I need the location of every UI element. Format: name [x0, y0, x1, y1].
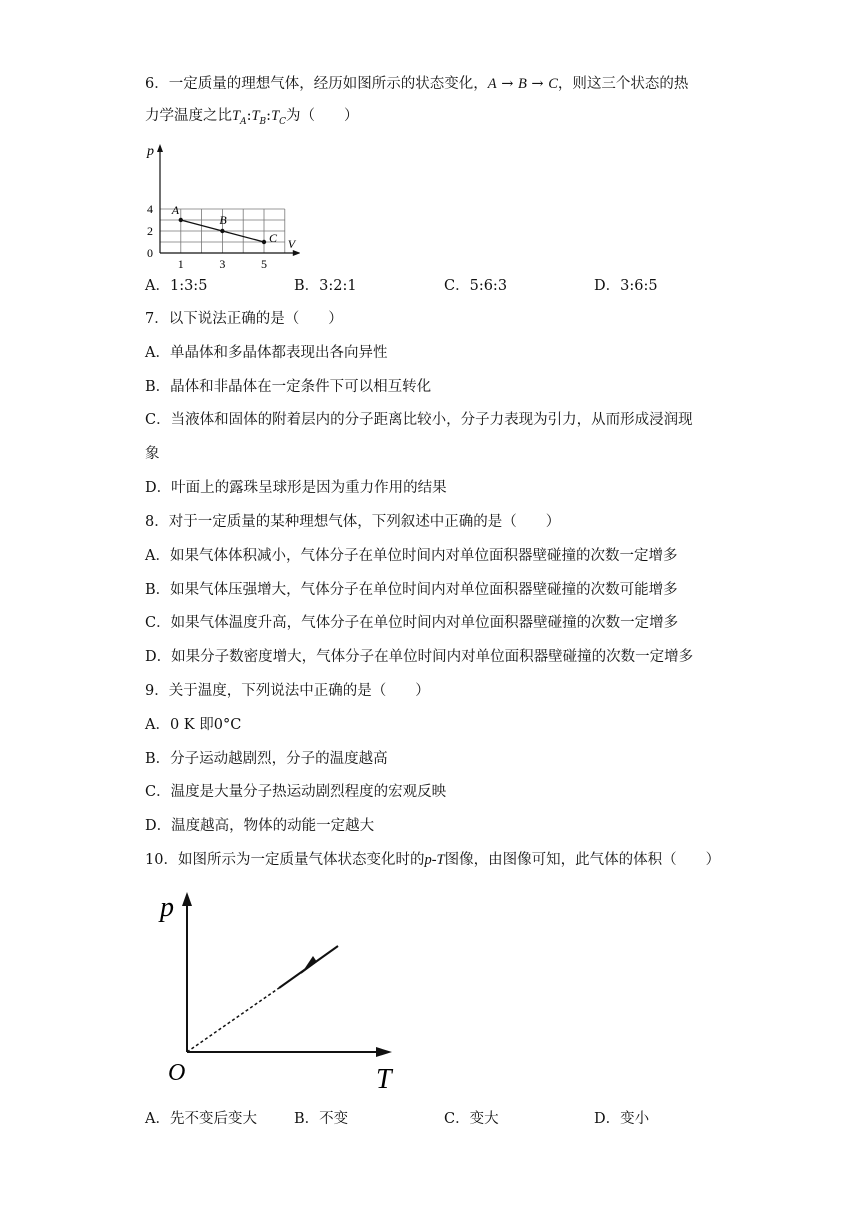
q6-option-c[interactable]: C．5:6:3: [444, 278, 508, 294]
pv-y-tick: 4: [147, 202, 153, 216]
q8-option-c[interactable]: C．如果气体温度升高，气体分子在单位时间内对单位面积器壁碰撞的次数一定增多: [145, 615, 679, 631]
pv-point-label-b: B: [219, 213, 227, 227]
pv-x-tick: 3: [219, 257, 226, 268]
q6-seq-a: A: [487, 76, 497, 92]
pv-x-label: V: [287, 237, 296, 251]
pt-origin-label: O: [168, 1060, 186, 1086]
q8-option-b[interactable]: B．如果气体压强增大，气体分子在单位时间内对单位面积器壁碰撞的次数可能增多: [145, 582, 678, 598]
q6-stem-line2: 力学温度之比$T_A:T_B:T_C$为（ ）: [145, 108, 359, 127]
q10-option-d[interactable]: D．变小: [594, 1111, 650, 1127]
q8-stem: 8．对于一定质量的某种理想气体，下列叙述中正确的是（ ）: [145, 514, 561, 530]
q9-option-d[interactable]: D．温度越高，物体的动能一定越大: [145, 818, 375, 834]
pt-dashed-extension: [187, 988, 279, 1052]
pv-point-b: [220, 229, 224, 233]
q10-option-a[interactable]: A．先不变后变大: [145, 1111, 257, 1127]
pv-x-tick: 5: [261, 257, 267, 268]
pt-series: [187, 946, 338, 1052]
q7-option-a[interactable]: A．单晶体和多晶体都表现出各向异性: [145, 345, 388, 361]
q7-option-c-cont[interactable]: 象: [145, 446, 160, 462]
q6-option-d[interactable]: D．3:6:5: [594, 278, 658, 294]
pv-x-tick: 1: [177, 257, 184, 268]
q6-seq-c: C: [548, 76, 558, 92]
q10-option-c[interactable]: C．变大: [444, 1111, 499, 1127]
q6-seq-b: B: [517, 76, 527, 92]
q9-stem: 9．关于温度，下列说法中正确的是（ ）: [145, 683, 430, 699]
q10-stem: 10．如图所示为一定质量气体状态变化时的p-T图像，由图像可知，此气体的体积（ ）: [145, 852, 721, 868]
q7-stem: 7．以下说法正确的是（ ）: [145, 311, 343, 327]
pt-direction-arrow: [301, 956, 317, 974]
q10-option-b[interactable]: B．不变: [294, 1111, 349, 1127]
pv-point-a: [179, 218, 183, 222]
q6-option-a[interactable]: A．1:3:5: [145, 278, 208, 294]
q6-t-c: C: [279, 116, 287, 127]
q7-option-b[interactable]: B．晶体和非晶体在一定条件下可以相互转化: [145, 379, 432, 395]
q8-option-d[interactable]: D．如果分子数密度增大，气体分子在单位时间内对单位面积器壁碰撞的次数一定增多: [145, 649, 694, 665]
pt-axes: [158, 892, 394, 1095]
q7-option-c[interactable]: C．当液体和固体的附着层内的分子距离比较小，分子力表现为引力，从而形成浸润现: [145, 412, 693, 428]
pv-y-label: p: [147, 144, 154, 159]
q6-t-b: B: [259, 116, 267, 127]
pv-y-tick: 0: [147, 246, 153, 260]
q10-stem-var: p-T: [424, 852, 445, 868]
pv-point-c: [262, 240, 266, 244]
pv-y-tick: 2: [147, 224, 153, 238]
pt-chart: [150, 876, 410, 1096]
q9-option-b[interactable]: B．分子运动越剧烈，分子的温度越高: [145, 751, 388, 767]
pt-y-label: p: [160, 892, 174, 923]
q9-option-a[interactable]: A．0 K 即0°C: [145, 717, 242, 733]
q6-option-b[interactable]: B．3:2:1: [294, 278, 357, 294]
q6-stem-line1: 6．一定质量的理想气体，经历如图所示的状态变化，A → B → C，则这三个状态的热: [145, 76, 689, 92]
pv-point-label-c: C: [269, 231, 278, 245]
pt-x-label: T: [376, 1064, 392, 1095]
pv-chart: [140, 138, 300, 268]
q8-option-a[interactable]: A．如果气体体积减小，气体分子在单位时间内对单位面积器壁碰撞的次数一定增多: [145, 548, 678, 564]
pv-ticks: [147, 202, 267, 268]
q7-option-d[interactable]: D．叶面上的露珠呈球形是因为重力作用的结果: [145, 480, 447, 496]
q6-t-a: A: [240, 116, 247, 127]
pv-point-label-a: A: [171, 203, 180, 217]
pt-x-arrow: [376, 1047, 392, 1057]
pv-y-arrow: [157, 144, 163, 152]
pt-y-arrow: [182, 892, 192, 906]
q9-option-c[interactable]: C．温度是大量分子热运动剧烈程度的宏观反映: [145, 784, 447, 800]
